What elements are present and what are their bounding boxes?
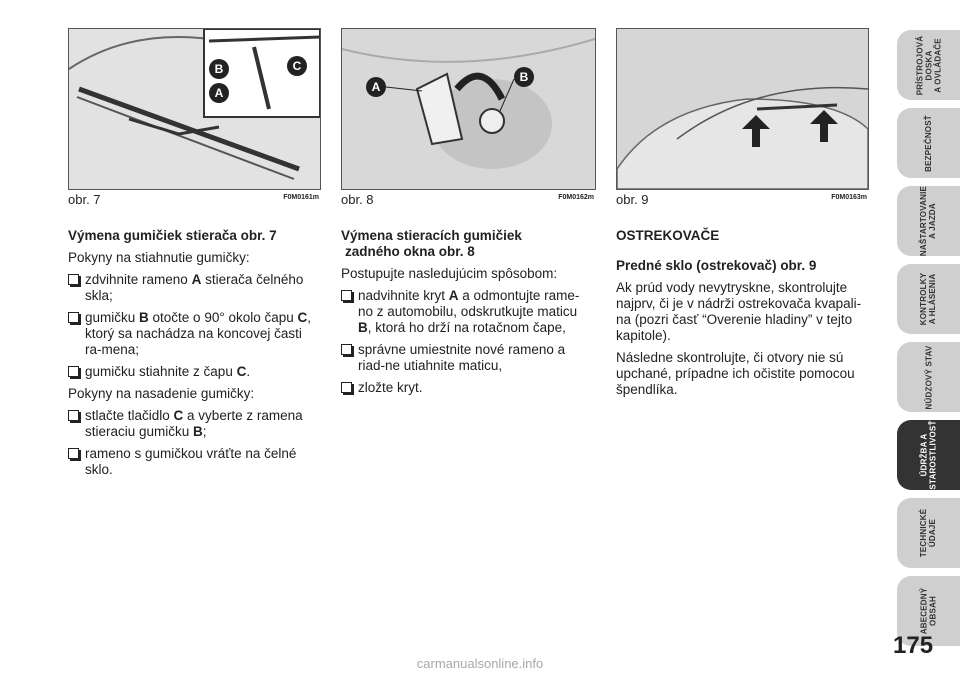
tab-abecedny-obsah[interactable]: ABECEDNÝ OBSAH xyxy=(897,576,960,646)
figure-7-code: F0M0161m xyxy=(283,194,319,201)
intro-remove: Pokyny na stiahnutie gumičky: xyxy=(68,250,250,265)
figure-7-caption: obr. 7 xyxy=(68,192,101,207)
tab-udrzba[interactable]: ÚDRŽBA A STAROSTLIVOSŤ xyxy=(897,420,960,490)
list-item: rameno s gumičkou vráťte na čelné sklo. xyxy=(68,446,320,478)
column-washers xyxy=(616,228,868,404)
column-wiper-rear xyxy=(341,228,594,402)
label-b: B xyxy=(519,70,529,84)
tab-nastartovanie[interactable]: NAŠTARTOVANIE A JAZDA xyxy=(897,186,960,256)
figure-8 xyxy=(341,28,596,190)
tab-pristrojova-doska[interactable]: PRÍSTROJOVÁ DOSKA A OVLÁDAČE xyxy=(897,30,960,100)
list-item: zložte kryt. xyxy=(341,380,594,396)
tab-bezpecnost[interactable]: BEZPEČNOSŤ xyxy=(897,108,960,178)
figure-8-caption: obr. 8 xyxy=(341,192,374,207)
list-item: gumičku stiahnite z čapu C. xyxy=(68,364,320,380)
label-a: A xyxy=(214,86,224,100)
section-title: Výmena stieracích gumičiek zadného okna obr. 8 xyxy=(341,228,522,259)
section-subheading: Predné sklo (ostrekovač) obr. 9 xyxy=(616,258,817,273)
list-item: nadvihnite kryt A a odmontujte rame-no z automobilu, odskrutkujte maticu B, ktorá ho drží na rotačnom čape, xyxy=(341,288,594,336)
list-item: gumičku B otočte o 90° okolo čapu C, ktorý sa nachádza na koncovej časti ra-mena; xyxy=(68,310,320,358)
tab-kontrolky[interactable]: KONTROLKY A HLÁSENIA xyxy=(897,264,960,334)
figure-7 xyxy=(68,28,321,190)
figure-9 xyxy=(616,28,869,190)
paragraph: Ak prúd vody nevytryskne, skontrolujte najprv, či je v nádrži ostrekovača kvapali-na (pozri časť “Overenie hladiny” v tejto kapitole). xyxy=(616,280,862,343)
tab-nudzovy-stav[interactable]: NÚDZOVÝ STAV xyxy=(897,342,960,412)
list-item: stlačte tlačidlo C a vyberte z ramena stieraciu gumičku B; xyxy=(68,408,320,440)
intro: Postupujte nasledujúcim spôsobom: xyxy=(341,266,558,281)
label-a: A xyxy=(371,80,381,94)
rear-wiper-illustration xyxy=(342,29,595,189)
figure-9-code: F0M0163m xyxy=(831,194,867,201)
figure-8-code: F0M0162m xyxy=(558,194,594,201)
label-b: B xyxy=(214,62,224,76)
section-title: Výmena gumičiek stierača obr. 7 xyxy=(68,228,277,243)
figure-9-caption: obr. 9 xyxy=(616,192,649,207)
label-c: C xyxy=(292,59,302,73)
watermark: carmanualsonline.info xyxy=(416,656,544,671)
page-number: 175 xyxy=(893,632,934,659)
section-heading: OSTREKOVAČE xyxy=(616,228,720,243)
list-item: zdvihnite rameno A stierača čelného skla; xyxy=(68,272,320,304)
intro-install: Pokyny na nasadenie gumičky: xyxy=(68,386,255,401)
paragraph: Následne skontrolujte, či otvory nie sú upchané, prípadne ich očistite pomocou špendlíka. xyxy=(616,350,855,397)
wiper-blade-illustration xyxy=(69,29,320,189)
windshield-washer-illustration xyxy=(617,29,868,189)
column-wiper-front xyxy=(68,228,320,484)
tab-technicke-udaje[interactable]: TECHNICKÉ ÚDAJE xyxy=(897,498,960,568)
list-item: správne umiestnite nové rameno a riad-ne utiahnite maticu, xyxy=(341,342,594,374)
